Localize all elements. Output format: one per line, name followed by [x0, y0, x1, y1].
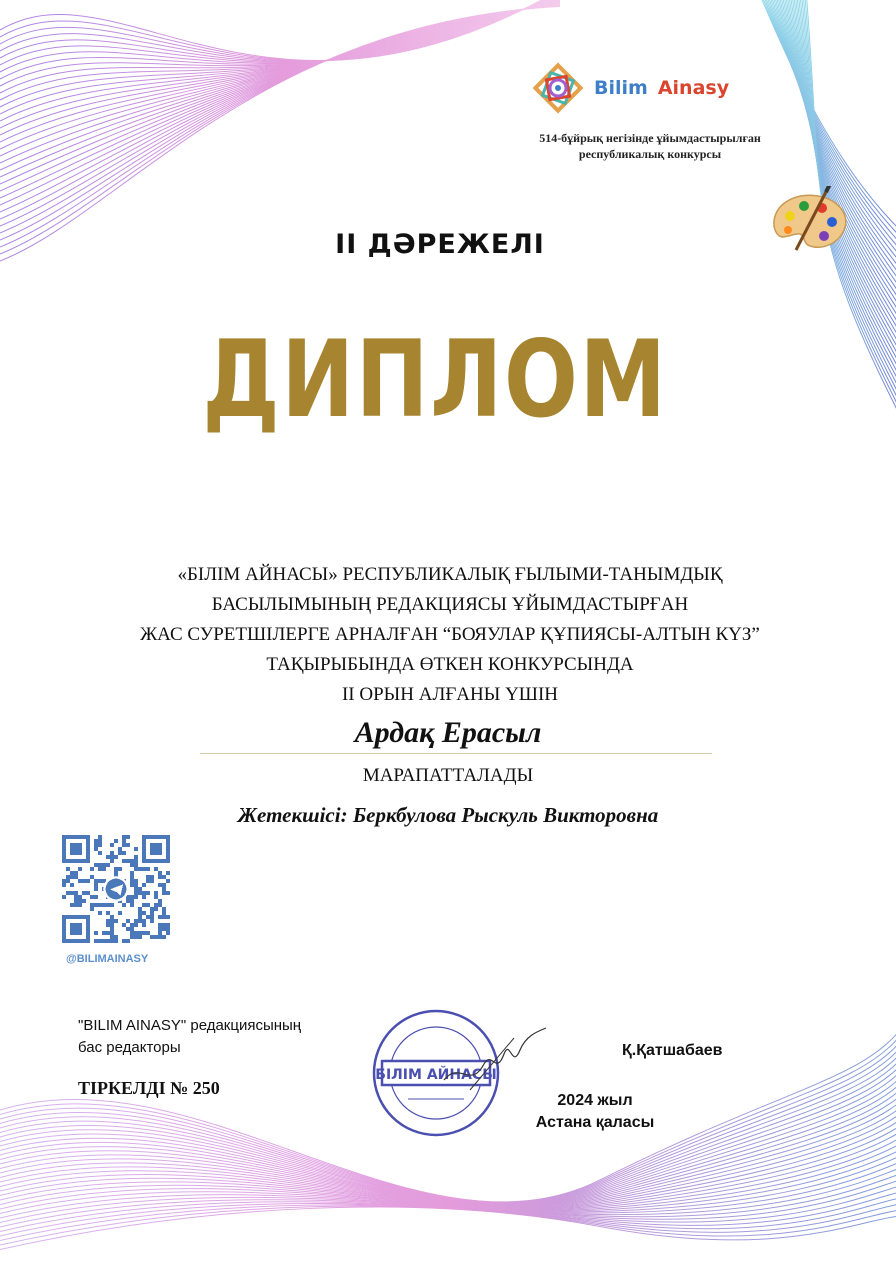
- brand-name-bilim: Bilim: [594, 77, 648, 99]
- qr-code[interactable]: [62, 835, 170, 943]
- editor-line: бас редакторы: [78, 1039, 181, 1056]
- bilim-ainasy-logo: [532, 62, 584, 114]
- description-line: ТАҚЫРЫБЫНДА ӨТКЕН КОНКУРСЫНДА: [266, 654, 634, 675]
- stamp-label: БІЛІМ АЙНАСЫ: [375, 1067, 497, 1083]
- description-line: «БІЛІМ АЙНАСЫ» РЕСПУБЛИКАЛЫҚ ҒЫЛЫМИ-ТАНЫМДЫҚ: [177, 564, 723, 585]
- description-line: II ОРЫН АЛҒАНЫ ҮШІН: [341, 684, 559, 705]
- name-underline: [200, 753, 712, 754]
- awarded-text: МАРАПАТТАЛАДЫ: [362, 765, 534, 786]
- description-line: ЖАС СУРЕТШІЛЕРГЕ АРНАЛҒАН “БОЯУЛАР ҚҰПИЯСЫ-АЛТЫН КҮЗ”: [140, 624, 760, 645]
- signer-name: Қ.Қатшабаев: [622, 1042, 723, 1059]
- organizer-text: [500, 130, 800, 162]
- organizer-line: 514-бұйрық негізінде ұйымдастырылған: [539, 131, 761, 145]
- recipient-name: Ардақ Ерасыл: [354, 716, 542, 749]
- award-description: [60, 560, 840, 710]
- date-place: [520, 1090, 670, 1134]
- social-handle[interactable]: @BILIMAINASY: [66, 953, 149, 965]
- city: Астана қаласы: [535, 1114, 655, 1131]
- brand-name-ainasy: Ainasy: [657, 77, 730, 99]
- registration-number: ТІРКЕЛДІ № 250: [78, 1078, 220, 1098]
- degree-title: II ДӘРЕЖЕЛІ: [335, 229, 545, 260]
- organizer-line: республикалық конкурсы: [578, 147, 722, 161]
- signature: [440, 1020, 550, 1100]
- brand: [532, 62, 729, 114]
- top-left-waves: [0, 0, 560, 261]
- diploma-title: ДИПЛОМ: [202, 318, 668, 441]
- description-line: БАСЫЛЫМЫНЫҢ РЕДАКЦИЯСЫ ҰЙЫМДАСТЫРҒАН: [211, 594, 689, 615]
- editor-line: "BILIM AINASY" редакциясының: [78, 1017, 302, 1034]
- supervisor-name: Жетекшісі: Беркбулова Рыскуль Викторовна: [237, 803, 659, 827]
- year: 2024 жыл: [557, 1092, 633, 1109]
- editor-title: [78, 1015, 301, 1059]
